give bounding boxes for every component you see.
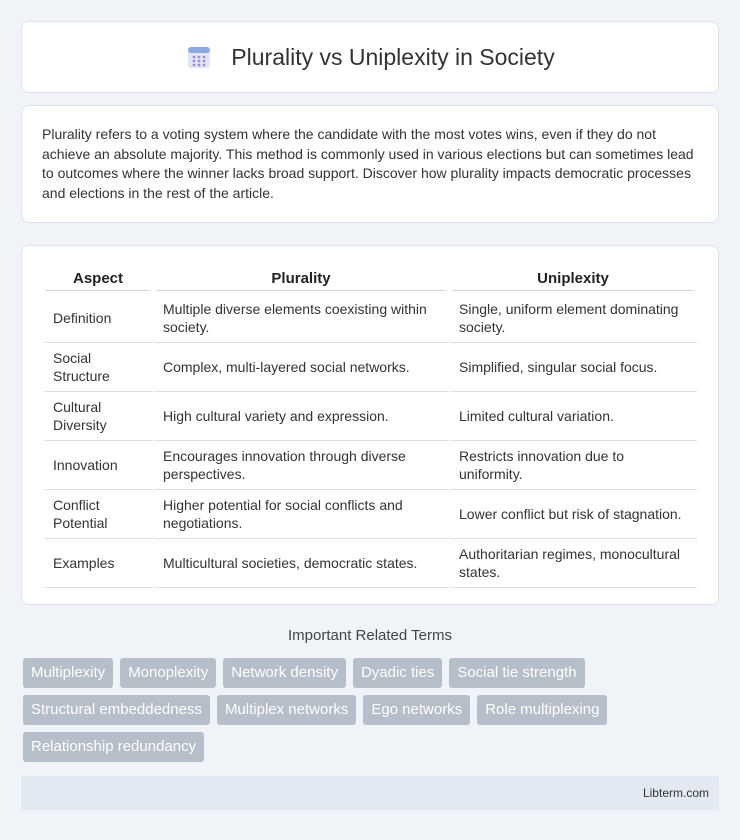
- table-cell: Social Structure: [43, 343, 153, 392]
- table-cell: Single, uniform element dominating society.: [449, 294, 697, 343]
- table-cell: Multiple diverse elements coexisting within society.: [153, 294, 449, 343]
- table-cell: Authoritarian regimes, monocultural states.: [449, 539, 697, 588]
- table-cell: Simplified, singular social focus.: [449, 343, 697, 392]
- tag-multiplexity[interactable]: Multiplexity: [23, 658, 113, 688]
- table-row: [43, 441, 697, 490]
- footer: [21, 776, 719, 810]
- column-header-aspect: Aspect: [43, 266, 153, 294]
- table-header-row: [43, 266, 697, 294]
- related-terms-list: [23, 658, 723, 762]
- tag-multiplex-networks[interactable]: Multiplex networks: [217, 695, 356, 725]
- table-cell: Conflict Potential: [43, 490, 153, 539]
- table-row: [43, 294, 697, 343]
- table-cell: Restricts innovation due to uniformity.: [449, 441, 697, 490]
- table-row: [43, 490, 697, 539]
- table-cell: High cultural variety and expression.: [153, 392, 449, 441]
- table-cell: Definition: [43, 294, 153, 343]
- footer-site-link[interactable]: Libterm.com: [642, 786, 709, 800]
- tag-social-tie-strength[interactable]: Social tie strength: [449, 658, 584, 688]
- table-cell: Multicultural societies, democratic states.: [153, 539, 449, 588]
- intro-text: Plurality refers to a voting system where the candidate with the most votes wins, even if they do not achieve an absolute majority. This method is commonly used in various elections but can sometimes lead to outcomes where the winner lacks broad support. Discover how plurality impacts democratic processes and elections in the rest of the article.: [42, 126, 694, 201]
- tag-relationship-redundancy[interactable]: Relationship redundancy: [23, 732, 204, 762]
- calendar-grid-icon: [185, 43, 213, 71]
- comparison-table: [43, 266, 697, 588]
- table-row: [43, 343, 697, 392]
- table-cell: Higher potential for social conflicts and negotiations.: [153, 490, 449, 539]
- table-cell: Limited cultural variation.: [449, 392, 697, 441]
- tag-structural-embeddedness[interactable]: Structural embeddedness: [23, 695, 210, 725]
- table-cell: Lower conflict but risk of stagnation.: [449, 490, 697, 539]
- table-cell: Examples: [43, 539, 153, 588]
- table-row: [43, 539, 697, 588]
- column-header-plurality: Plurality: [153, 266, 449, 294]
- header-card: [21, 21, 719, 93]
- tag-monoplexity[interactable]: Monoplexity: [120, 658, 216, 688]
- page-title: Plurality vs Uniplexity in Society: [231, 43, 555, 70]
- table-cell: Innovation: [43, 441, 153, 490]
- table-row: [43, 392, 697, 441]
- tag-dyadic-ties[interactable]: Dyadic ties: [353, 658, 442, 688]
- tag-network-density[interactable]: Network density: [223, 658, 346, 688]
- table-cell: Complex, multi-layered social networks.: [153, 343, 449, 392]
- tag-ego-networks[interactable]: Ego networks: [363, 695, 470, 725]
- related-terms-title: Important Related Terms: [288, 627, 452, 644]
- column-header-uniplexity: Uniplexity: [449, 266, 697, 294]
- title-wrap: [185, 43, 554, 71]
- intro-card: [21, 105, 719, 223]
- comparison-card: [21, 245, 719, 605]
- tag-role-multiplexing[interactable]: Role multiplexing: [477, 695, 607, 725]
- table-cell: Encourages innovation through diverse perspectives.: [153, 441, 449, 490]
- table-cell: Cultural Diversity: [43, 392, 153, 441]
